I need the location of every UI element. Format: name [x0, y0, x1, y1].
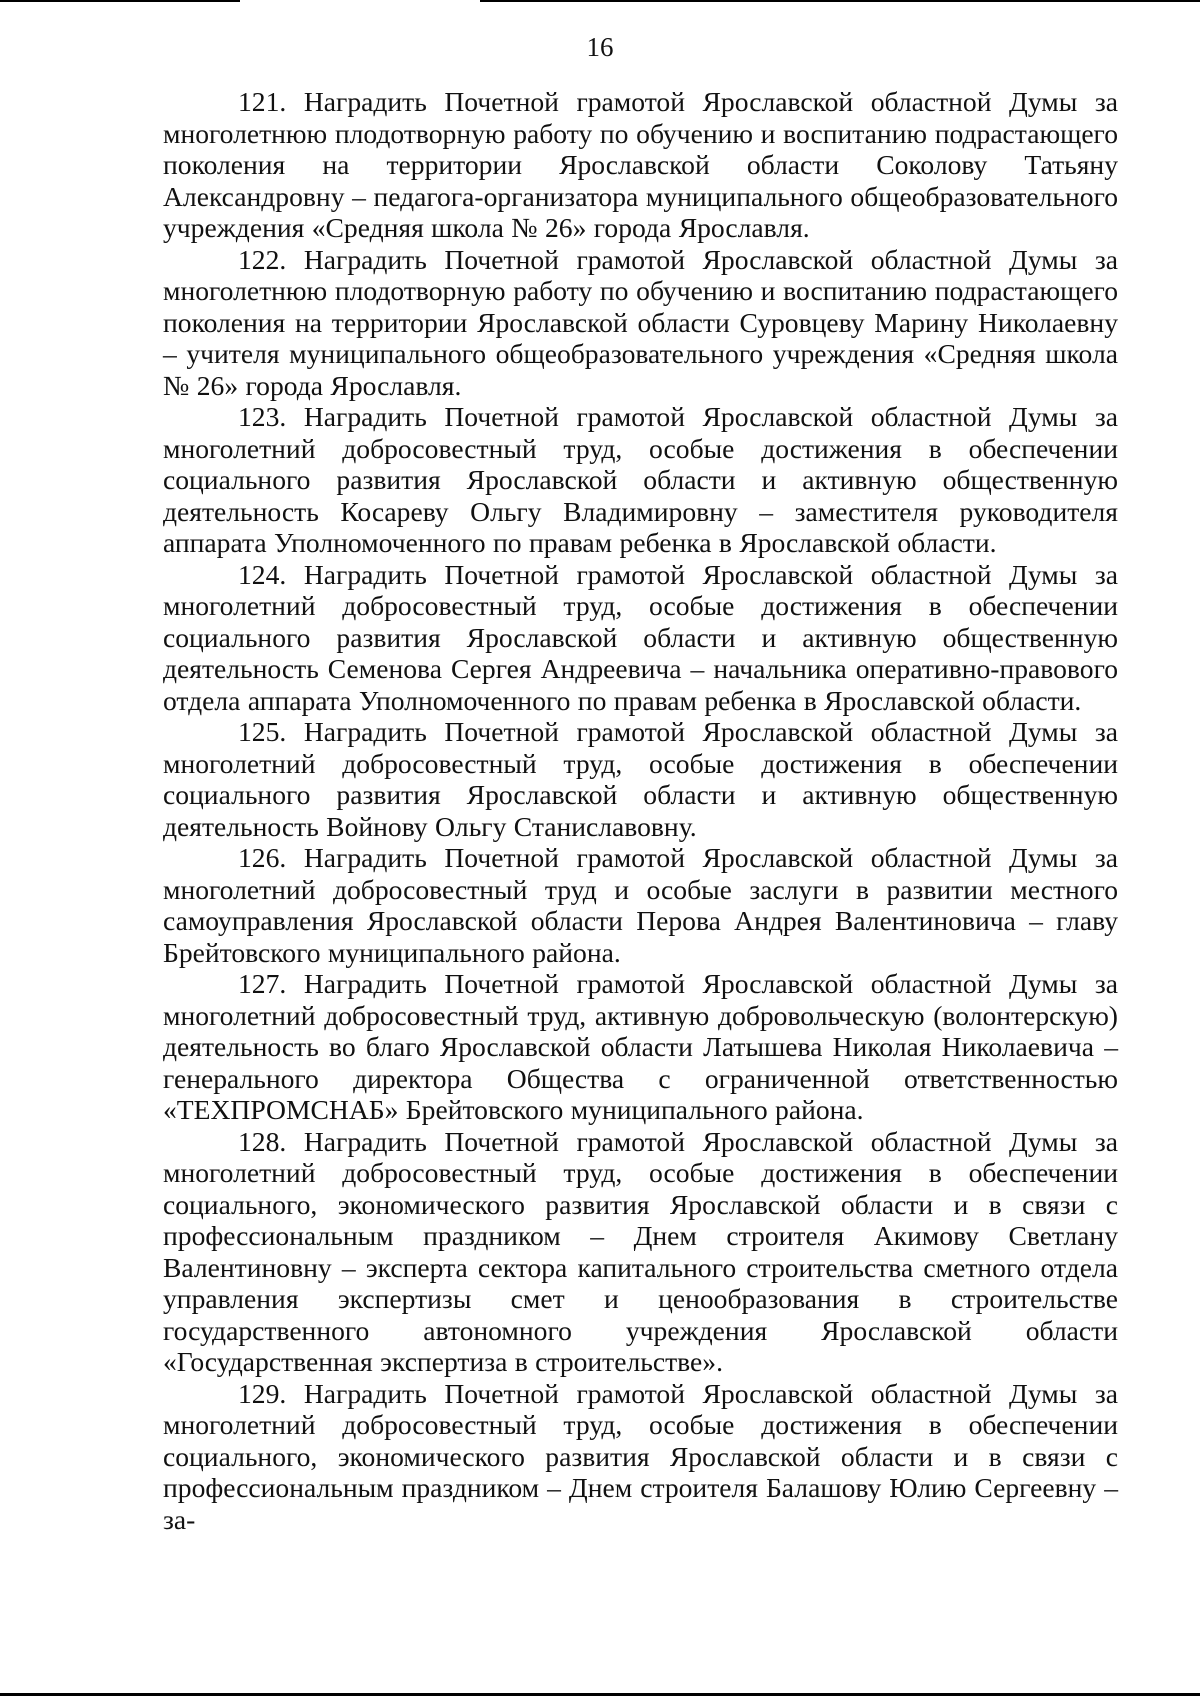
paragraph-124: 124. Наградить Почетной грамотой Ярославской областной Думы за многолетний добросовестный труд, особые достижения в обеспечении социального развития Ярославской области и активную общественную деятельность Семенова Сергея Андреевича – начальника оперативно-правового отдела аппарата Уполномоченного по правам ребенка в Ярославской области. — [163, 558, 1118, 716]
paragraph-128: 128. Наградить Почетной грамотой Ярославской областной Думы за многолетний добросовестный труд, особые достижения в обеспечении социального, экономического развития Ярославской области и в связи с профессиональным праздником – Днем строителя Акимову Светлану Валентиновну – эксперта сектора капитального строительства сметного отдела управления экспертизы смет и ценообразования в строительстве государственного автономного учреждения Ярославской области «Государственная экспертиза в строительстве». — [163, 1125, 1118, 1377]
paragraph-121: 121. Наградить Почетной грамотой Ярославской областной Думы за многолетнюю плодотворную работу по обучению и воспитанию подрастающего поколения на территории Ярославской области Соколову Татьяну Александровну – педагога-организатора муниципального общеобразовательного учреждения «Средняя школа № 26» города Ярославля. — [163, 86, 1118, 243]
paragraph-126: 126. Наградить Почетной грамотой Ярославской областной Думы за многолетний добросовестный труд и особые заслуги в развитии местного самоуправления Ярославской области Перова Андрея Валентиновича – главу Брейтовского муниципального района. — [163, 842, 1118, 968]
page-number: 16 — [586, 32, 614, 62]
paragraph-122: 122. Наградить Почетной грамотой Ярославской областной Думы за многолетнюю плодотворную работу по обучению и воспитанию подрастающего поколения на территории Ярославской области Суровцеву Марину Николаевну – учителя муниципального общеобразовательного учреждения «Средняя школа № 26» города Ярославля. — [163, 243, 1118, 401]
scan-top-edge — [0, 0, 1200, 6]
paragraph-127: 127. Наградить Почетной грамотой Ярославской областной Думы за многолетний добросовестный труд, активную добровольческую (волонтерскую) деятельность во благо Ярославской области Латышева Николая Николаевича – генерального директора Общества с ограниченной ответственностью «ТЕХПРОМСНАБ» Брейтовского муниципального района. — [163, 968, 1118, 1125]
document-body — [163, 86, 1118, 1535]
paragraph-125: 125. Наградить Почетной грамотой Ярославской областной Думы за многолетний добросовестный труд, особые достижения в обеспечении социального развития Ярославской области и активную общественную деятельность Войнову Ольгу Станиславовну. — [163, 716, 1118, 842]
paragraph-129: 129. Наградить Почетной грамотой Ярославской областной Думы за многолетний добросовестный труд, особые достижения в обеспечении социального, экономического развития Ярославской области и в связи с профессиональным праздником – Днем строителя Балашову Юлию Сергеевну – за- — [163, 1377, 1118, 1535]
paragraph-123: 123. Наградить Почетной грамотой Ярославской областной Думы за многолетний добросовестный труд, особые достижения в обеспечении социального развития Ярославской области и активную общественную деятельность Косареву Ольгу Владимировну – заместителя руководителя аппарата Уполномоченного по правам ребенка в Ярославской области. — [163, 401, 1118, 558]
